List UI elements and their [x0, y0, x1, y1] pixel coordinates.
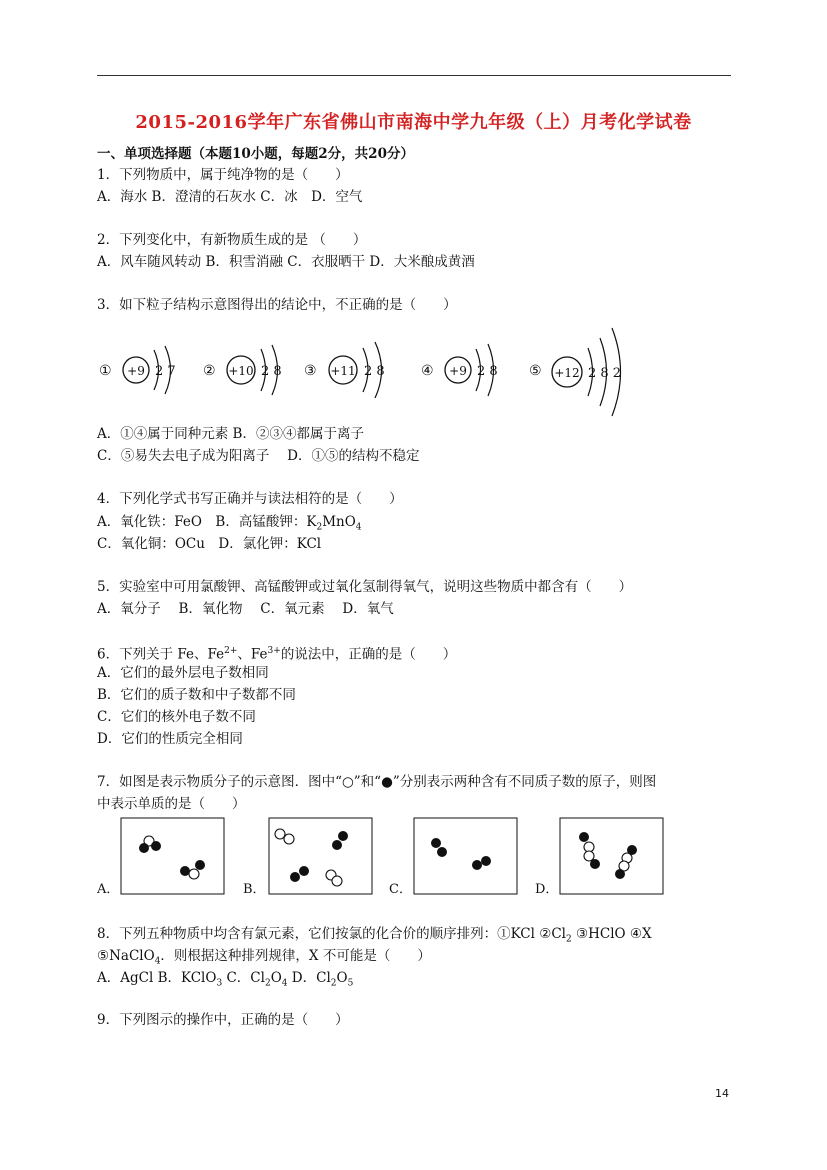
q5-options: A．氧分子 B．氧化物 C．氧元素 D．氧气 [97, 601, 394, 617]
q4-stem: 4．下列化学式书写正确并与读法相符的是（ ） [97, 491, 403, 507]
particle-diagram [97, 322, 657, 418]
particle-3 [304, 342, 385, 398]
nucleus-charge: +9 [127, 364, 145, 378]
option-label-a: A． [97, 882, 120, 897]
nucleus-charge: +12 [554, 366, 580, 380]
particle-label: ② [203, 363, 216, 379]
particle-label: ③ [304, 363, 317, 379]
page-number: 14 [715, 1087, 729, 1100]
molecule-box-b [269, 818, 372, 894]
q5-stem: 5．实验室中可用氯酸钾、高锰酸钾或过氧化氢制得氧气，说明这些物质中都含有（ ） [97, 579, 633, 595]
q4-options-ab: A．氧化铁：FeO B．高锰酸钾：$K_2MnO_4$ [97, 514, 362, 533]
molecule-box-a [121, 818, 224, 894]
option-label-b: B． [243, 882, 266, 897]
q6-option-d: D．它们的性质完全相同 [97, 731, 243, 747]
molecule-diagrams [97, 814, 677, 900]
nucleus-charge: +11 [330, 364, 356, 378]
q8-line2: ⑤NaClO$_4$．则根据这种排列规律，X 不可能是（ ） [97, 948, 431, 967]
q6-option-b: B．它们的质子数和中子数都不同 [97, 687, 296, 703]
electron-shells: 2 8 [261, 364, 282, 379]
electron-shells: 2 8 2 [588, 366, 622, 381]
q8-options: A．AgCl B．KClO$_3$ C．$Cl_2O_4$ D．$Cl_2O_5$ [97, 970, 354, 989]
molecule-box-c [414, 818, 517, 894]
nucleus-charge: +9 [449, 364, 467, 378]
q2-stem: 2．下列变化中，有新物质生成的是 （ ） [97, 232, 367, 248]
particle-label: ④ [421, 363, 434, 379]
section-heading: 一、单项选择题（本题10小题，每题2分，共20分） [97, 146, 414, 162]
particle-5 [529, 328, 621, 416]
nucleus-charge: +10 [228, 364, 254, 378]
q9-stem: 9．下列图示的操作中，正确的是（ ） [97, 1012, 349, 1028]
q6-stem: 6．下列关于 Fe、$Fe^{2+}$、$Fe^{3+}$的说法中，正确的是（ ） [97, 646, 457, 663]
particle-label: ⑤ [529, 363, 542, 379]
electron-shells: 2 8 [477, 364, 498, 379]
option-label-c: C． [389, 882, 412, 897]
q3-options-ab: A．①④属于同种元素 B．②③④都属于离子 [97, 426, 364, 442]
electron-shells: 2 8 [364, 364, 385, 379]
electron-shells: 2 7 [155, 364, 176, 379]
particle-label: ① [99, 363, 112, 379]
q4-options-cd: C．氧化铜：OCu D．氯化钾：KCl [97, 536, 322, 552]
option-label-d: D． [535, 882, 559, 897]
particle-2 [203, 345, 282, 395]
q6-option-a: A．它们的最外层电子数相同 [97, 665, 269, 681]
q2-options: A．风车随风转动 B．积雪消融 C．衣服晒干 D．大米酿成黄酒 [97, 254, 475, 270]
header-rule [97, 75, 731, 76]
q7-stem-line1: 7．如图是表示物质分子的示意图．图中“○”和“●”分别表示两种含有不同质子数的原子，则图 [97, 774, 657, 790]
q1-stem: 1．下列物质中，属于纯净物的是（ ） [97, 167, 349, 183]
molecule-box-d [560, 818, 663, 894]
particle-4 [421, 344, 498, 396]
q3-stem: 3．如下粒子结构示意图得出的结论中，不正确的是（ ） [97, 297, 457, 313]
particle-1 [99, 346, 176, 394]
q3-options-cd: C．⑤易失去电子成为阳离子 D．①⑤的结构不稳定 [97, 448, 420, 464]
page-title: 2015-2016学年广东省佛山市南海中学九年级（上）月考化学试卷 [135, 112, 692, 133]
q8-line1: 8．下列五种物质中均含有氯元素，它们按氯的化合价的顺序排列：①KCl $②Cl_2$ ③HClO ④X [97, 926, 652, 945]
q6-option-c: C．它们的核外电子数不同 [97, 709, 256, 725]
q1-options: A．海水 B．澄清的石灰水 C．冰 D．空气 [97, 189, 363, 205]
q7-stem-line2: 中表示单质的是（ ） [97, 796, 246, 812]
